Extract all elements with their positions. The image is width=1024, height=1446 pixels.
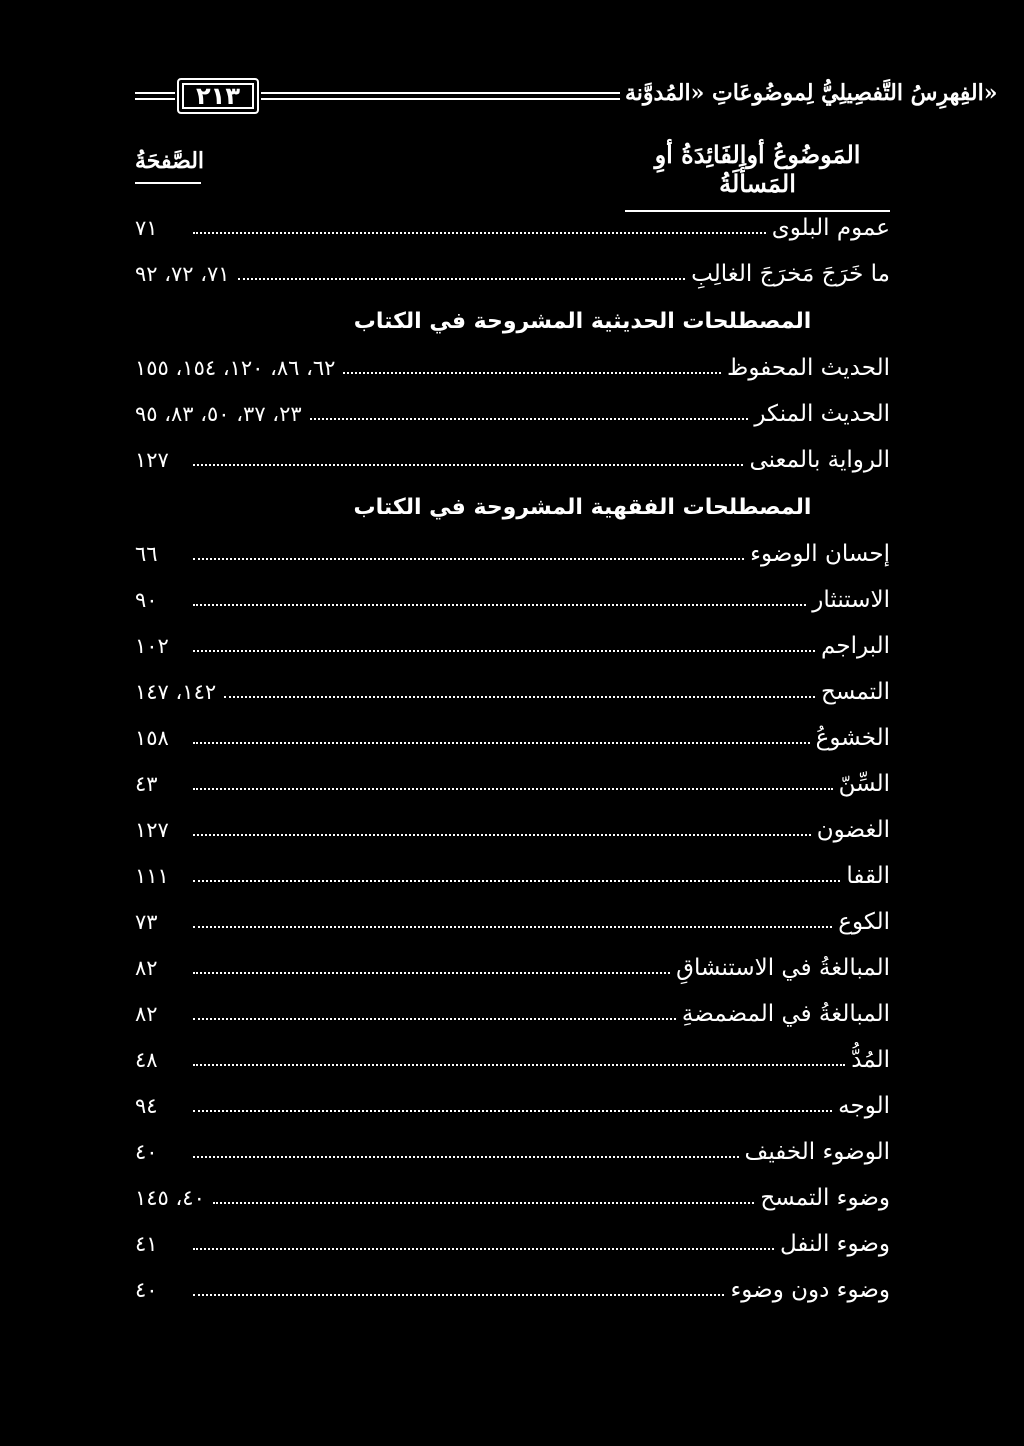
entry-pages: ٦٢، ٨٦، ١٢٠، ١٥٤، ١٥٥ (135, 356, 336, 380)
leader-dots (193, 464, 743, 466)
leader-dots (193, 742, 810, 744)
entry-pages: ٩٤ (135, 1094, 158, 1118)
leader-dots (193, 650, 815, 652)
entry-pages: ٧٣ (135, 910, 158, 934)
entry-term: المبالغةُ في الاستنشاقِ (676, 955, 890, 981)
leader-dots (193, 1110, 832, 1112)
entry-pages: ١٥٨ (135, 726, 169, 750)
page-column-header: الصَّفحَةُ (135, 148, 201, 184)
section-title-fiqh: المصطلحات الفقهية المشروحة في الكتاب (353, 494, 812, 520)
entry-pages: ٤٠ (135, 1278, 158, 1302)
index-row (135, 345, 890, 391)
entry-term: الاستنثار (812, 587, 890, 613)
entry-term: وضوء النفل (779, 1231, 890, 1257)
entry-term: المبالغةُ في المضمضةِ (681, 1001, 890, 1027)
leader-dots (193, 834, 811, 836)
index-row (135, 945, 890, 991)
entry-pages: ٤٠، ١٤٥ (135, 1186, 205, 1210)
header-rule (261, 92, 620, 94)
leader-dots (310, 418, 749, 420)
entry-term: التمسح (821, 679, 890, 705)
entry-pages: ١٢٧ (135, 448, 169, 472)
index-row (135, 1129, 890, 1175)
header-rule-left (135, 92, 175, 94)
index-row (135, 531, 890, 577)
leader-dots (193, 1064, 845, 1066)
index-row (135, 437, 890, 483)
leader-dots (193, 972, 670, 974)
entry-pages: ١٢٧ (135, 818, 169, 842)
entry-pages: ٨٢ (135, 1002, 158, 1026)
leader-dots (193, 1018, 676, 1020)
leader-dots (224, 696, 815, 698)
index-row (135, 1083, 890, 1129)
entry-term: الكوع (838, 909, 890, 935)
entry-term: وضوء التمسح (760, 1185, 890, 1211)
leader-dots (213, 1202, 754, 1204)
index-row (135, 1175, 890, 1221)
index-row (135, 391, 890, 437)
leader-dots (193, 232, 766, 234)
entry-pages: ٤٣ (135, 772, 158, 796)
index-row (135, 1267, 890, 1313)
entry-pages: ٨٢ (135, 956, 158, 980)
entry-pages: ٤٨ (135, 1048, 158, 1072)
entry-pages: ٤٠ (135, 1140, 158, 1164)
index-row (135, 899, 890, 945)
index-row (135, 807, 890, 853)
entry-term: الوضوء الخفيف (744, 1139, 890, 1165)
entry-term: عموم البلوى (771, 215, 890, 241)
entry-term: الخشوعُ (815, 725, 890, 751)
entry-term: الرواية بالمعنى (749, 447, 890, 473)
entry-pages: ٧١، ٧٢، ٩٢ (135, 262, 230, 286)
index-entries (135, 205, 890, 1313)
leader-dots (193, 1248, 774, 1250)
entry-term: المُدُّ (851, 1047, 890, 1073)
entry-term: القفا (846, 863, 890, 889)
leader-dots (343, 372, 721, 374)
entry-pages: ٧١ (135, 216, 158, 240)
index-row (135, 1221, 890, 1267)
leader-dots (193, 1294, 724, 1296)
section-title-hadith: المصطلحات الحديثية المشروحة في الكتاب (353, 308, 812, 334)
leader-dots (193, 788, 833, 790)
entry-term: إحسان الوضوء (750, 541, 890, 567)
leader-dots (193, 926, 832, 928)
entry-pages: ٩٠ (135, 588, 158, 612)
entry-term: الغضون (816, 817, 890, 843)
leader-dots (238, 278, 686, 280)
leader-dots (193, 880, 840, 882)
entry-term: الوجه (838, 1093, 890, 1119)
topic-column-header: المَوضُوعُ أوالفَائِدَةُ أوِ المَسأَلَةُ (625, 140, 890, 212)
entry-pages: ١٤٢، ١٤٧ (135, 680, 217, 704)
page-header (135, 78, 998, 118)
index-row (135, 715, 890, 761)
entry-term: وضوء دون وضوء (730, 1277, 890, 1303)
index-row (135, 577, 890, 623)
leader-dots (193, 604, 806, 606)
index-row (135, 761, 890, 807)
entry-pages: ١٠٢ (135, 634, 169, 658)
entry-pages: ٦٦ (135, 542, 158, 566)
index-row (135, 1037, 890, 1083)
index-row (135, 623, 890, 669)
entry-term: السِّنّ (838, 771, 890, 797)
index-row (135, 991, 890, 1037)
index-row (135, 205, 890, 251)
column-headers (135, 140, 890, 198)
leader-dots (193, 1156, 739, 1158)
entry-pages: ٤١ (135, 1232, 158, 1256)
entry-term: الحديث المحفوظ (727, 355, 890, 381)
entry-pages: ١١١ (135, 864, 169, 888)
book-title: الفِهرِسُ التَّفصِيلِيُّ لِموضُوعَاتِ «المُدوَّنة» (625, 80, 998, 106)
page-number: ٢١٣ (177, 78, 259, 114)
entry-term: البراجم (821, 633, 890, 659)
entry-pages: ٢٣، ٣٧، ٥٠، ٨٣، ٩٥ (135, 402, 302, 426)
entry-term: الحديث المنكر (754, 401, 890, 427)
leader-dots (193, 558, 744, 560)
index-row (135, 669, 890, 715)
entry-term: ما خَرَجَ مَخرَجَ الغالِبِ (691, 261, 890, 287)
index-row (135, 251, 890, 297)
index-row (135, 853, 890, 899)
